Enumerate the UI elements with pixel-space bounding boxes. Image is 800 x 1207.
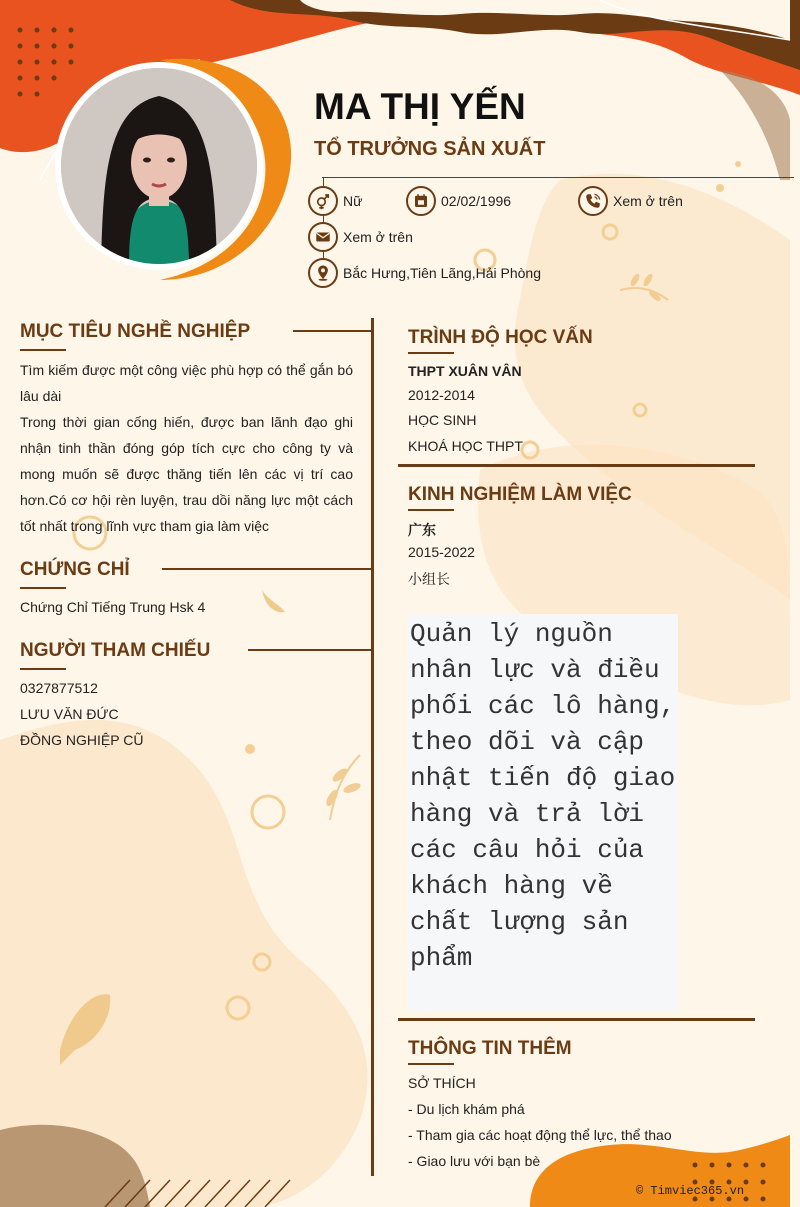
phone-icon [578,186,608,216]
references-underline [20,668,66,670]
certificates-underline [20,587,66,589]
footer-watermark: © Timviec365.vn [636,1184,745,1198]
reference-relation: ĐỒNG NGHIỆP CŨ [20,732,144,748]
hobby-item: - Du lịch khám phá [408,1101,525,1117]
education-course: KHOÁ HỌC THPT [408,438,523,454]
phone-value: Xem ở trên [613,193,683,209]
objective-underline [20,349,66,351]
email-icon [308,222,338,252]
reference-name: LƯU VĂN ĐỨC [20,706,119,722]
extra-subheading: SỞ THÍCH [408,1075,476,1091]
education-school: THPT XUÂN VÂN [408,363,522,379]
education-period: 2012-2014 [408,387,475,403]
avatar-portrait [61,68,257,264]
references-heading: NGƯỜI THAM CHIẾU [20,640,211,661]
birthday-value: 02/02/1996 [441,193,512,209]
experience-period: 2015-2022 [408,544,475,560]
hobby-item: - Giao lưu với bạn bè [408,1153,541,1169]
info-gender [308,186,362,216]
extra-heading: THÔNG TIN THÊM [408,1038,572,1059]
education-role: HỌC SINH [408,412,477,428]
objective-heading: MỤC TIÊU NGHỀ NGHIỆP [20,321,251,342]
experience-underline [408,509,454,511]
education-rule [398,464,755,467]
info-phone [578,186,683,216]
address-value: Bắc Hưng,Tiên Lãng,Hải Phòng [343,265,541,281]
gender-value: Nữ [343,193,363,209]
info-birthday [406,186,511,216]
info-address [308,258,541,288]
education-underline [408,352,454,354]
gender-icon [308,186,338,216]
certificate-item: Chứng Chỉ Tiếng Trung Hsk 4 [20,599,206,615]
candidate-position: TỔ TRƯỞNG SẢN XUẤT [314,138,546,160]
column-divider [371,318,374,1176]
email-value: Xem ở trên [343,229,413,245]
header-divider [322,177,794,178]
avatar [55,62,263,270]
reference-phone: 0327877512 [20,680,98,696]
education-heading: TRÌNH ĐỘ HỌC VẤN [408,327,593,348]
objective-rule [293,330,371,332]
objective-line-1: Tìm kiếm được một công việc phù hợp có thể gắn bó lâu dài [20,362,353,404]
calendar-icon [406,186,436,216]
experience-rule [398,1018,755,1021]
objective-line-2: Trong thời gian cống hiến, được ban lãnh đạo ghi nhận tinh thần đóng góp tích cực cho công ty và mong muốn sẽ được thăng tiến lên các vị trí cao hơn.Có cơ hội rèn luyện, trau dồi năng lực một cách tốt nhất trong lĩnh vực tham gia làm việc [20,414,353,534]
experience-heading: KINH NGHIỆM LÀM VIỆC [408,484,632,505]
references-rule [248,649,371,651]
experience-role: 小组长 [408,571,450,587]
experience-description: Quản lý nguồn nhân lực và điều phối các lô hàng, theo dõi và cập nhật tiến độ giao hàng và trả lời các câu hỏi của khách hàng về chất lượng sản phẩm [408,614,678,1010]
candidate-name: MA THỊ YẾN [314,86,526,127]
info-email [308,222,413,252]
certificates-heading: CHỨNG CHỈ [20,559,130,580]
location-icon [308,258,338,288]
extra-underline [408,1063,454,1065]
experience-company: 广东 [408,522,436,538]
certificates-rule [162,568,371,570]
hobby-item: - Tham gia các hoạt động thể lực, thể thao [408,1127,672,1143]
